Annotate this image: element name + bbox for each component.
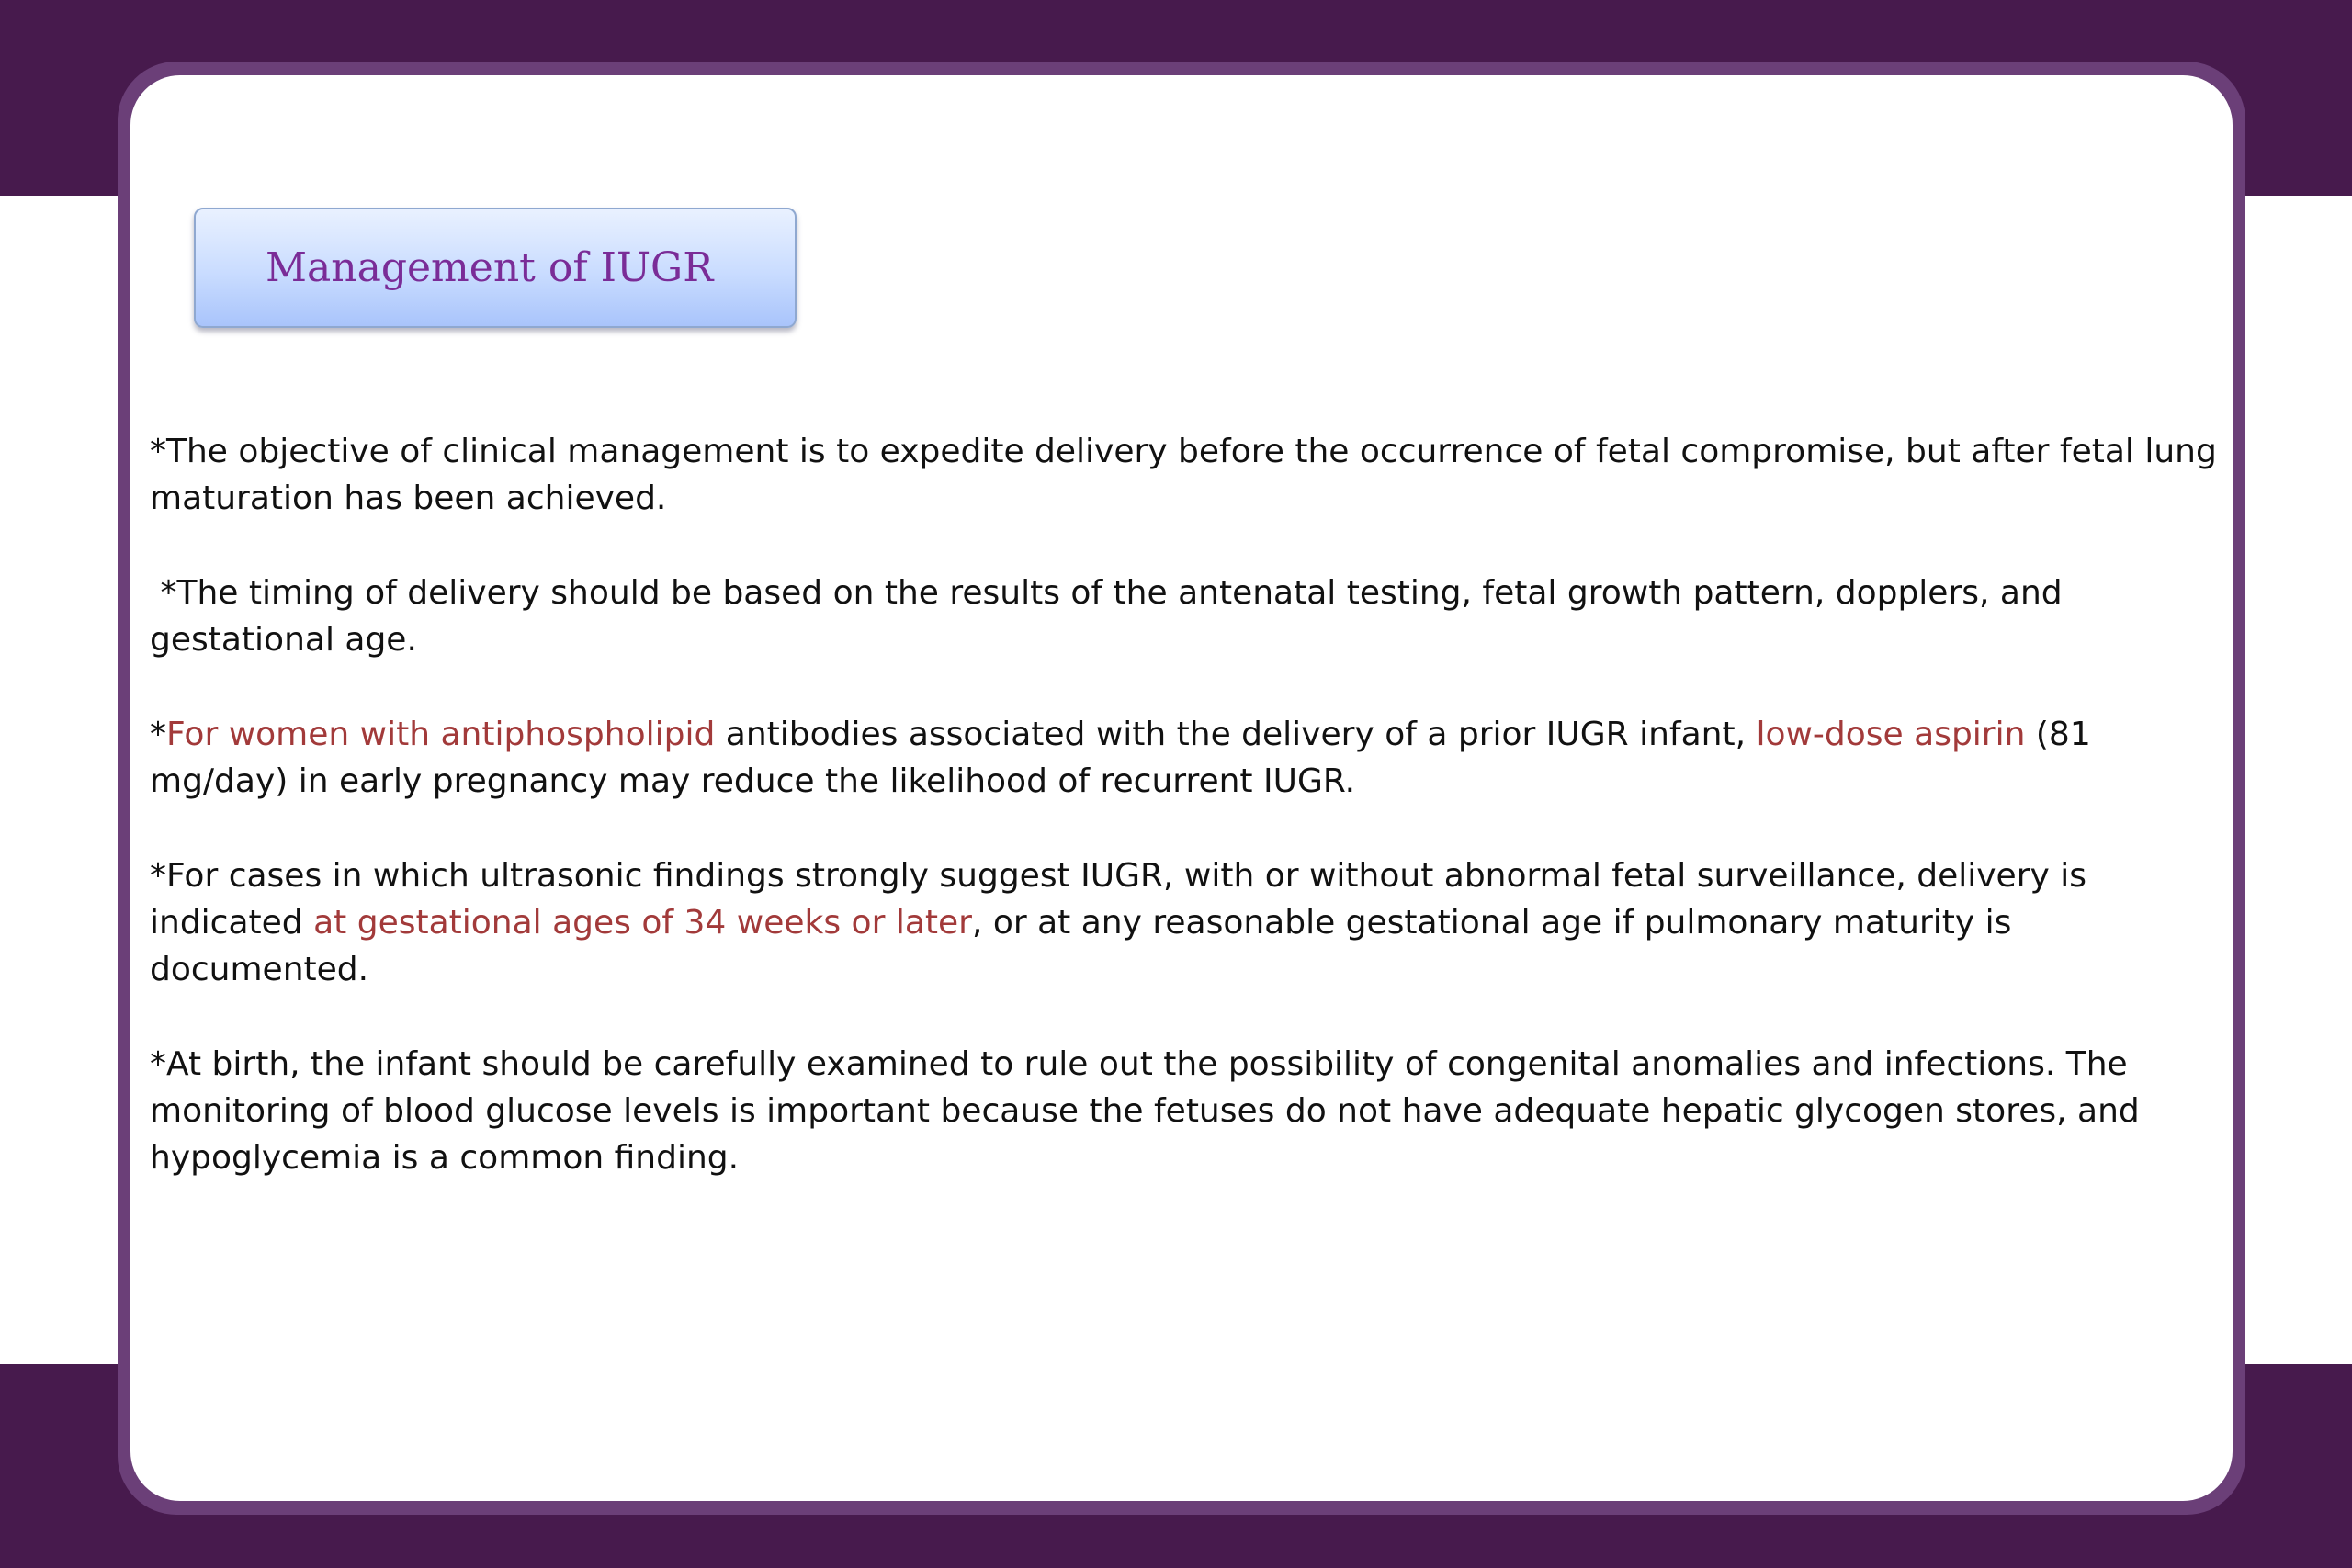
text-segment: antibodies associated with the delivery of a prior IUGR infant, <box>715 716 1757 753</box>
text-segment: , or at any reasonable gestational age if pulmonary maturity is documented. <box>150 904 2012 988</box>
paragraph-ultrasonic <box>150 852 2217 993</box>
paragraph-objective: *The objective of clinical management is to expedite delivery before the occurrence of fetal compromise, but after fetal lung maturation has been achieved. <box>150 433 2217 517</box>
slide-title: Management of IUGR <box>266 244 714 291</box>
text-segment: *For cases in which ultrasonic findings strongly suggest IUGR, with or without abnormal fetal surveillance, delivery is indicated <box>150 857 2087 942</box>
text-segment: (81 mg/day) in early pregnancy may reduce the likelihood of recurrent IUGR. <box>150 716 2091 800</box>
highlight-text: For women with antiphospholipid <box>166 716 716 753</box>
text-segment: * <box>150 716 166 753</box>
highlight-text: at gestational ages of 34 weeks or later <box>313 904 972 942</box>
content-body <box>150 428 2217 1229</box>
paragraph-birth: *At birth, the infant should be carefully examined to rule out the possibility of congenital anomalies and infections. The monitoring of blood glucose levels is important because the fetuses do not have adequate hepatic glycogen stores, and hypoglycemia is a common finding. <box>150 1045 2140 1177</box>
paragraph-timing: *The timing of delivery should be based on the results of the antenatal testing, fetal growth pattern, dopplers, and gestational age. <box>150 574 2074 659</box>
title-box <box>194 208 797 328</box>
highlight-text: low-dose aspirin <box>1756 716 2026 753</box>
paragraph-antiphospholipid <box>150 711 2217 805</box>
